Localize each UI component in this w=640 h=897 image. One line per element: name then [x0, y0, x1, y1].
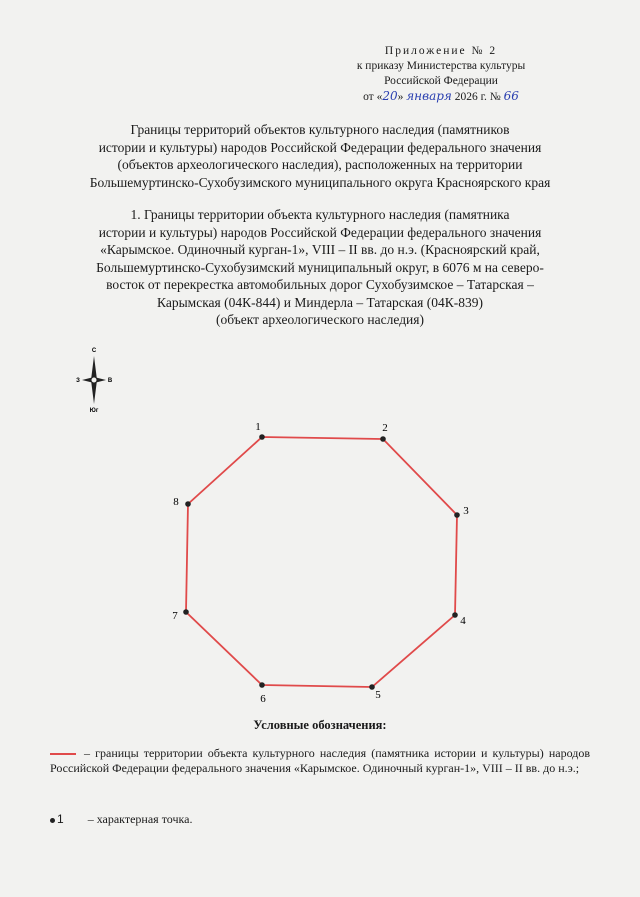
date-day: 20	[382, 89, 398, 103]
object-heading-line: Карымская (04К-844) и Миндерла – Татарская (04К-839)	[157, 294, 483, 310]
territory-boundary	[186, 437, 457, 687]
boundary-line-swatch	[50, 753, 76, 755]
point-marker	[452, 612, 458, 618]
appendix-line-federation: Российской Федерации	[384, 75, 498, 87]
legend-title: Условные обозначения:	[253, 718, 387, 732]
point-label: 2	[382, 422, 388, 434]
date-year: 2026 г. №	[451, 91, 504, 103]
appendix-line-ministry: к приказу Министерства культуры	[356, 60, 526, 72]
object-heading-line: восток от перекрестка автомобильных дорог Сухобузимское – Татарская –	[106, 277, 534, 292]
object-heading-line: истории и культуры) народов Российской Федерации федерального значения	[98, 224, 542, 240]
main-heading-line: Границы территорий объектов культурного наследия (памятников	[130, 122, 510, 137]
point-marker	[185, 501, 191, 507]
compass-north: С	[91, 348, 97, 354]
main-heading-line: истории и культуры) народов Российской Федерации федерального значения	[98, 139, 542, 155]
compass-west: З	[76, 378, 80, 384]
legend-point-number: 1	[57, 812, 64, 826]
date-prefix: от «	[363, 91, 383, 103]
object-heading-line: Большемуртинско-Сухобузимский муниципальный округ, в 6076 м на северо-	[96, 259, 544, 275]
compass-east: В	[107, 378, 113, 384]
object-heading-line: «Карымское. Одиночный курган-1», VIII – II вв. до н.э. (Красноярский край,	[100, 242, 540, 257]
appendix-title: Приложение № 2	[384, 45, 498, 57]
object-heading-line: (объект археологического наследия)	[216, 312, 424, 327]
point-label: 4	[460, 615, 466, 627]
legend-point-entry	[50, 812, 192, 827]
legend-point-text: – характерная точка.	[87, 812, 193, 826]
point-marker	[259, 682, 265, 688]
point-label: 7	[172, 610, 178, 622]
point-label: 1	[255, 421, 261, 433]
legend-boundary-text: – границы территории объекта культурного наследия (памятника истории и культуры) народов Российской Федерации федерального значения «Карымское. Одиночный курган-1», VIII – II вв. до н.э.;	[50, 746, 590, 775]
point-marker	[259, 434, 265, 440]
point-label: 8	[173, 496, 179, 508]
point-marker	[454, 512, 460, 518]
point-marker	[183, 609, 189, 615]
point-dot-icon	[50, 818, 55, 823]
point-marker	[380, 436, 386, 442]
point-label: 5	[375, 689, 381, 701]
date-month: января	[406, 89, 452, 103]
compass-rose-icon	[76, 348, 113, 414]
main-heading-line: (объектов археологического наследия), расположенных на территории	[117, 157, 523, 172]
object-heading-line: 1. Границы территории объекта культурного наследия (памятника	[130, 207, 510, 222]
point-labels	[172, 421, 469, 705]
point-label: 6	[260, 693, 266, 705]
point-marker	[369, 684, 375, 690]
legend-boundary-entry	[50, 746, 590, 776]
main-heading-line: Большемуртинско-Сухобузимского муниципального округа Красноярского края	[89, 174, 551, 190]
date-mid: »	[397, 91, 407, 103]
order-number: 66	[503, 89, 519, 103]
compass-south: Юг	[89, 408, 99, 414]
point-label: 3	[463, 505, 469, 517]
characteristic-points	[183, 434, 460, 690]
